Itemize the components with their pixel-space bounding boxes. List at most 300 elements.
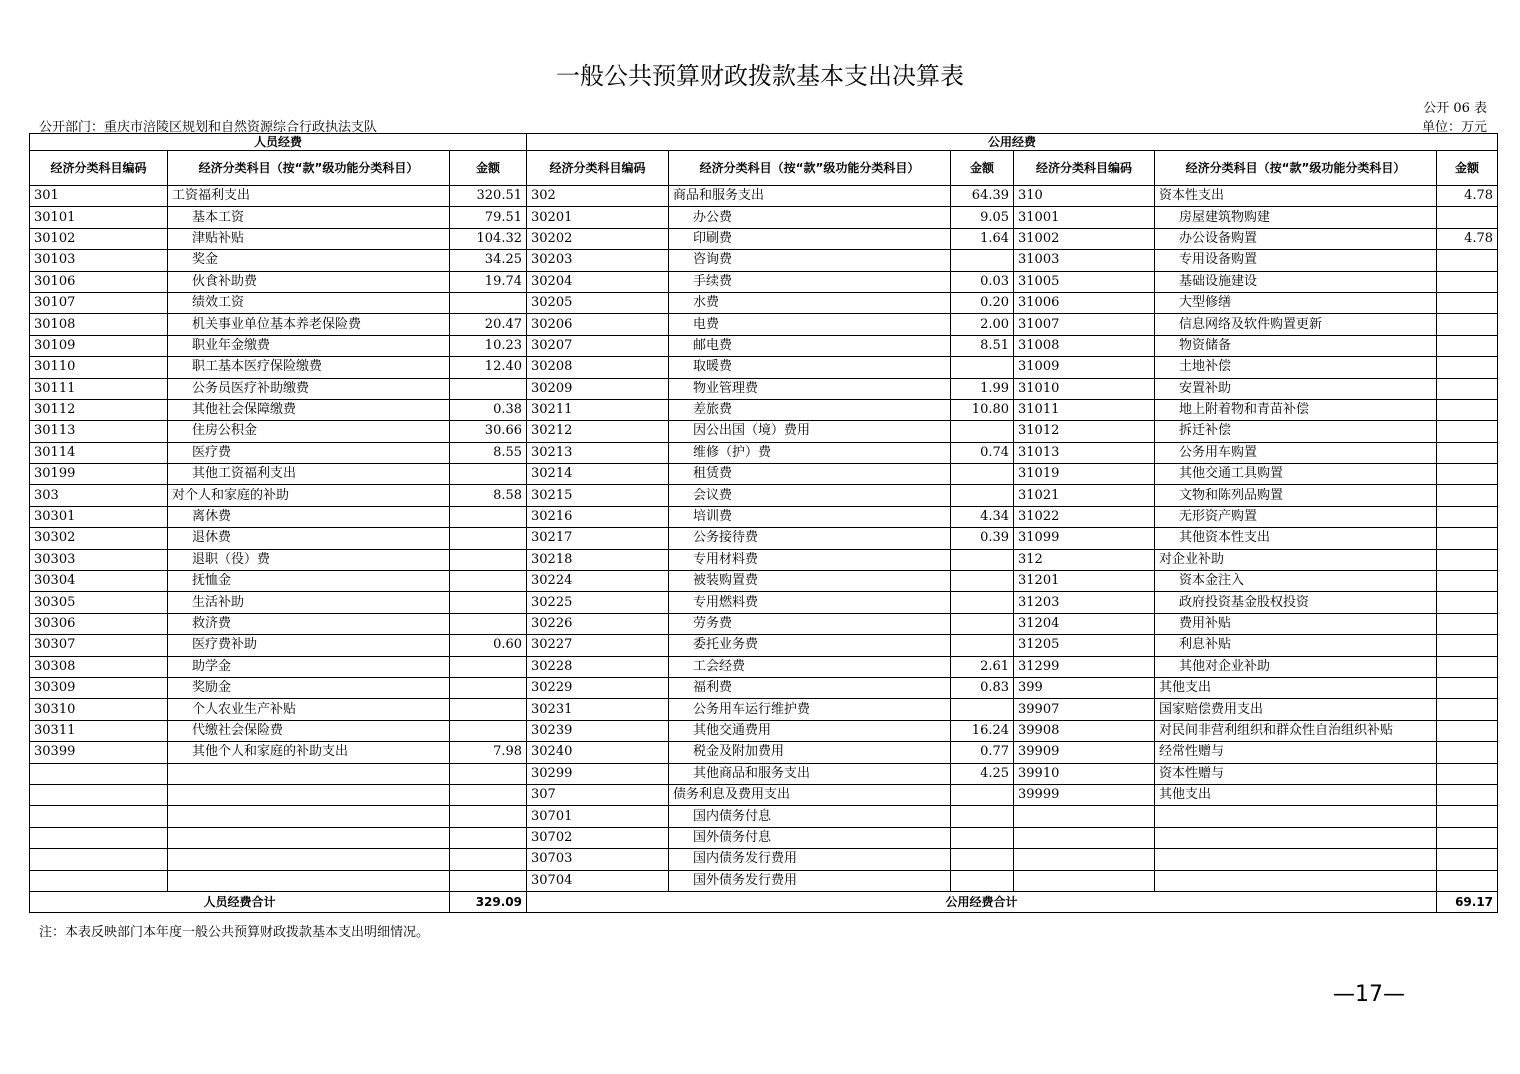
name-cell: 离休费 [168,506,450,527]
name-cell [168,763,450,784]
unit-label: 单位：万元 [1421,120,1487,135]
col-header-code: 经济分类科目编码 [30,151,168,186]
code-cell: 30209 [527,378,669,399]
code-cell: 30207 [527,335,669,356]
table-row [30,186,1498,207]
code-cell [30,784,168,805]
code-cell: 30311 [30,720,168,741]
amount-cell: 8.58 [450,485,527,506]
code-cell: 30229 [527,677,669,698]
public-total-value: 69.17 [1437,891,1498,912]
table-row [30,613,1498,634]
col-header-name: 经济分类科目（按“款”级功能分类科目） [168,151,450,186]
amount-cell: 10.80 [951,399,1014,420]
amount-cell: 4.34 [951,506,1014,527]
code-cell: 30213 [527,442,669,463]
name-cell: 对企业补助 [1155,549,1437,570]
amount-cell [1437,442,1498,463]
name-cell: 物业管理费 [669,378,951,399]
amount-cell [1437,784,1498,805]
name-cell: 办公费 [669,207,951,228]
name-cell: 因公出国（境）费用 [669,421,951,442]
code-cell: 30228 [527,656,669,677]
amount-cell [1437,271,1498,292]
code-cell: 30202 [527,228,669,249]
name-cell: 债务利息及费用支出 [669,784,951,805]
name-cell: 绩效工资 [168,292,450,313]
name-cell: 邮电费 [669,335,951,356]
code-cell: 31021 [1014,485,1155,506]
code-cell: 30299 [527,763,669,784]
name-cell: 税金及附加费用 [669,742,951,763]
name-cell: 退休费 [168,528,450,549]
table-row [30,763,1498,784]
name-cell: 培训费 [669,506,951,527]
table-row [30,656,1498,677]
amount-cell: 64.39 [951,186,1014,207]
code-cell: 30214 [527,464,669,485]
name-cell [168,870,450,891]
personnel-total-label: 人员经费合计 [30,891,450,912]
amount-cell [1437,335,1498,356]
expenditure-table [29,133,1498,913]
code-cell: 30303 [30,549,168,570]
amount-cell [450,827,527,848]
code-cell: 30704 [527,870,669,891]
amount-cell [951,635,1014,656]
amount-cell: 19.74 [450,271,527,292]
amount-cell: 1.99 [951,378,1014,399]
amount-cell [450,571,527,592]
amount-cell: 12.40 [450,357,527,378]
code-cell: 30304 [30,571,168,592]
amount-cell [1437,506,1498,527]
name-cell: 无形资产购置 [1155,506,1437,527]
code-cell: 30308 [30,656,168,677]
amount-cell [951,870,1014,891]
name-cell: 拆迁补偿 [1155,421,1437,442]
amount-cell: 2.61 [951,656,1014,677]
name-cell: 印刷费 [669,228,951,249]
table-row [30,742,1498,763]
code-cell [1014,806,1155,827]
name-cell: 维修（护）费 [669,442,951,463]
code-cell: 31013 [1014,442,1155,463]
code-cell: 303 [30,485,168,506]
name-cell: 工资福利支出 [168,186,450,207]
col-header-name: 经济分类科目（按“款”级功能分类科目） [1155,151,1437,186]
code-cell [30,849,168,870]
amount-cell [951,485,1014,506]
amount-cell: 0.20 [951,292,1014,313]
code-cell: 30109 [30,335,168,356]
code-cell: 30110 [30,357,168,378]
name-cell [1155,827,1437,848]
amount-cell [450,464,527,485]
code-cell: 30224 [527,571,669,592]
name-cell: 代缴社会保险费 [168,720,450,741]
name-cell: 国外债务付息 [669,827,951,848]
amount-cell [1437,485,1498,506]
name-cell: 取暖费 [669,357,951,378]
amount-cell [1437,571,1498,592]
amount-cell: 2.00 [951,314,1014,335]
amount-cell: 0.03 [951,271,1014,292]
table-row [30,207,1498,228]
name-cell: 对个人和家庭的补助 [168,485,450,506]
amount-cell [450,656,527,677]
amount-cell [1437,399,1498,420]
amount-cell: 0.74 [951,442,1014,463]
name-cell: 公务员医疗补助缴费 [168,378,450,399]
code-cell: 30112 [30,399,168,420]
amount-cell [1437,635,1498,656]
code-cell: 31019 [1014,464,1155,485]
amount-cell: 30.66 [450,421,527,442]
code-cell: 31201 [1014,571,1155,592]
amount-cell [1437,357,1498,378]
table-row [30,506,1498,527]
amount-cell [450,528,527,549]
table-row [30,271,1498,292]
amount-cell: 79.51 [450,207,527,228]
table-row [30,784,1498,805]
amount-cell [1437,763,1498,784]
code-cell: 30310 [30,699,168,720]
name-cell [168,806,450,827]
table-row [30,421,1498,442]
amount-cell: 320.51 [450,186,527,207]
amount-cell [951,592,1014,613]
table-row [30,399,1498,420]
name-cell: 助学金 [168,656,450,677]
table-row [30,314,1498,335]
amount-cell: 7.98 [450,742,527,763]
name-cell: 救济费 [168,613,450,634]
group-header-public: 公用经费 [527,134,1498,151]
name-cell: 退职（役）费 [168,549,450,570]
code-cell: 30208 [527,357,669,378]
name-cell [1155,806,1437,827]
code-cell: 31009 [1014,357,1155,378]
name-cell: 其他交通工具购置 [1155,464,1437,485]
code-cell: 31099 [1014,528,1155,549]
amount-cell [951,250,1014,271]
amount-cell [450,378,527,399]
code-cell: 31205 [1014,635,1155,656]
code-cell: 30216 [527,506,669,527]
table-row [30,464,1498,485]
name-cell: 差旅费 [669,399,951,420]
col-header-amount: 金额 [1437,151,1498,186]
code-cell: 30226 [527,613,669,634]
table-row [30,677,1498,698]
name-cell: 其他个人和家庭的补助支出 [168,742,450,763]
name-cell: 会议费 [669,485,951,506]
name-cell: 医疗费补助 [168,635,450,656]
amount-cell [1437,677,1498,698]
amount-cell [951,571,1014,592]
amount-cell [1437,421,1498,442]
name-cell: 其他对企业补助 [1155,656,1437,677]
name-cell: 专用材料费 [669,549,951,570]
amount-cell [1437,292,1498,313]
name-cell [168,849,450,870]
code-cell: 30217 [527,528,669,549]
amount-cell [951,806,1014,827]
amount-cell [1437,250,1498,271]
name-cell: 生活补助 [168,592,450,613]
table-number: 公开 06 表 [1423,101,1487,116]
amount-cell [1437,464,1498,485]
name-cell: 被装购置费 [669,571,951,592]
amount-cell [1437,314,1498,335]
table-row [30,357,1498,378]
name-cell: 奖金 [168,250,450,271]
amount-cell [951,357,1014,378]
code-cell: 30399 [30,742,168,763]
table-row [30,442,1498,463]
amount-cell [450,292,527,313]
name-cell: 地上附着物和青苗补偿 [1155,399,1437,420]
name-cell: 津贴补贴 [168,228,450,249]
code-cell: 30114 [30,442,168,463]
amount-cell [1437,699,1498,720]
table-row [30,228,1498,249]
amount-cell [1437,592,1498,613]
amount-cell [1437,656,1498,677]
code-cell: 31003 [1014,250,1155,271]
name-cell: 公务接待费 [669,528,951,549]
table-row [30,870,1498,891]
col-header-code: 经济分类科目编码 [527,151,669,186]
amount-cell [1437,720,1498,741]
code-cell [30,763,168,784]
code-cell [30,827,168,848]
name-cell [1155,870,1437,891]
footnote: 注：本表反映部门本年度一般公共预算财政拨款基本支出明细情况。 [39,925,430,940]
amount-cell: 0.60 [450,635,527,656]
code-cell: 30301 [30,506,168,527]
table-row [30,528,1498,549]
amount-cell: 0.39 [951,528,1014,549]
code-cell: 30227 [527,635,669,656]
code-cell: 31006 [1014,292,1155,313]
amount-cell: 1.64 [951,228,1014,249]
code-cell: 30307 [30,635,168,656]
page-number: —17— [1333,982,1405,1007]
code-cell: 31005 [1014,271,1155,292]
code-cell: 31010 [1014,378,1155,399]
amount-cell [1437,827,1498,848]
name-cell: 经常性赠与 [1155,742,1437,763]
code-cell: 39999 [1014,784,1155,805]
amount-cell [1437,528,1498,549]
name-cell: 房屋建筑物购建 [1155,207,1437,228]
name-cell: 资本性支出 [1155,186,1437,207]
amount-cell [951,699,1014,720]
table-row [30,250,1498,271]
code-cell: 30205 [527,292,669,313]
name-cell [168,827,450,848]
code-cell: 30204 [527,271,669,292]
name-cell [168,784,450,805]
amount-cell: 4.78 [1437,186,1498,207]
code-cell: 30107 [30,292,168,313]
code-cell: 30113 [30,421,168,442]
amount-cell [450,592,527,613]
code-cell: 30101 [30,207,168,228]
code-cell: 30201 [527,207,669,228]
amount-cell [1437,849,1498,870]
code-cell: 39907 [1014,699,1155,720]
name-cell: 政府投资基金股权投资 [1155,592,1437,613]
code-cell: 30218 [527,549,669,570]
amount-cell: 20.47 [450,314,527,335]
code-cell: 30199 [30,464,168,485]
public-total-label: 公用经费合计 [527,891,1437,912]
code-cell: 31203 [1014,592,1155,613]
amount-cell [1437,378,1498,399]
amount-cell: 0.38 [450,399,527,420]
amount-cell [450,506,527,527]
name-cell: 个人农业生产补贴 [168,699,450,720]
name-cell: 资本性赠与 [1155,763,1437,784]
code-cell: 30211 [527,399,669,420]
name-cell: 其他商品和服务支出 [669,763,951,784]
name-cell: 商品和服务支出 [669,186,951,207]
code-cell: 30309 [30,677,168,698]
code-cell: 302 [527,186,669,207]
name-cell: 资本金注入 [1155,571,1437,592]
code-cell: 30111 [30,378,168,399]
table-row [30,549,1498,570]
name-cell: 基础设施建设 [1155,271,1437,292]
name-cell: 物资储备 [1155,335,1437,356]
code-cell: 31001 [1014,207,1155,228]
code-cell: 31022 [1014,506,1155,527]
amount-cell [450,806,527,827]
code-cell: 31007 [1014,314,1155,335]
code-cell: 301 [30,186,168,207]
name-cell: 其他交通费用 [669,720,951,741]
table-row [30,806,1498,827]
code-cell [1014,827,1155,848]
code-cell [1014,849,1155,870]
name-cell [1155,849,1437,870]
name-cell: 利息补贴 [1155,635,1437,656]
table-row [30,592,1498,613]
amount-cell [450,870,527,891]
name-cell: 土地补偿 [1155,357,1437,378]
code-cell: 30702 [527,827,669,848]
code-cell: 30206 [527,314,669,335]
name-cell: 文物和陈列品购置 [1155,485,1437,506]
page-title: 一般公共预算财政拨款基本支出决算表 [556,62,964,90]
amount-cell [951,827,1014,848]
code-cell: 30302 [30,528,168,549]
code-cell: 31002 [1014,228,1155,249]
name-cell: 职工基本医疗保险缴费 [168,357,450,378]
code-cell [30,806,168,827]
amount-cell [450,699,527,720]
name-cell: 水费 [669,292,951,313]
table-row [30,485,1498,506]
table-row [30,335,1498,356]
amount-cell [450,763,527,784]
table-row [30,635,1498,656]
name-cell: 办公设备购置 [1155,228,1437,249]
code-cell [30,870,168,891]
name-cell: 公务用车运行维护费 [669,699,951,720]
name-cell: 奖励金 [168,677,450,698]
totals-row [30,891,1498,912]
name-cell: 职业年金缴费 [168,335,450,356]
name-cell: 国内债务发行费用 [669,849,951,870]
name-cell: 机关事业单位基本养老保险费 [168,314,450,335]
code-cell: 31012 [1014,421,1155,442]
amount-cell [951,464,1014,485]
name-cell: 国家赔偿费用支出 [1155,699,1437,720]
name-cell: 其他支出 [1155,784,1437,805]
name-cell: 基本工资 [168,207,450,228]
name-cell: 咨询费 [669,250,951,271]
table-row [30,378,1498,399]
name-cell: 安置补助 [1155,378,1437,399]
code-cell: 30703 [527,849,669,870]
name-cell: 其他工资福利支出 [168,464,450,485]
name-cell: 福利费 [669,677,951,698]
amount-cell [1437,742,1498,763]
code-cell: 39908 [1014,720,1155,741]
amount-cell: 8.51 [951,335,1014,356]
amount-cell [1437,549,1498,570]
code-cell: 30231 [527,699,669,720]
amount-cell [450,720,527,741]
col-header-amount: 金额 [951,151,1014,186]
amount-cell: 9.05 [951,207,1014,228]
col-header-name: 经济分类科目（按“款”级功能分类科目） [669,151,951,186]
code-cell: 30701 [527,806,669,827]
code-cell: 310 [1014,186,1155,207]
amount-cell [951,549,1014,570]
code-cell: 30203 [527,250,669,271]
code-cell: 30306 [30,613,168,634]
name-cell: 专用燃料费 [669,592,951,613]
amount-cell: 104.32 [450,228,527,249]
code-cell: 30305 [30,592,168,613]
col-header-amount: 金额 [450,151,527,186]
name-cell: 信息网络及软件购置更新 [1155,314,1437,335]
table-row [30,720,1498,741]
name-cell: 其他社会保障缴费 [168,399,450,420]
code-cell: 31008 [1014,335,1155,356]
group-header-personnel: 人员经费 [30,134,527,151]
name-cell: 对民间非营利组织和群众性自治组织补贴 [1155,720,1437,741]
code-cell: 30239 [527,720,669,741]
amount-cell [951,421,1014,442]
department-label: 公开部门：重庆市涪陵区规划和自然资源综合行政执法支队 [39,120,378,135]
name-cell: 抚恤金 [168,571,450,592]
amount-cell: 8.55 [450,442,527,463]
amount-cell: 0.83 [951,677,1014,698]
name-cell: 住房公积金 [168,421,450,442]
code-cell: 31299 [1014,656,1155,677]
amount-cell: 4.25 [951,763,1014,784]
code-cell [1014,870,1155,891]
name-cell: 其他支出 [1155,677,1437,698]
amount-cell: 16.24 [951,720,1014,741]
